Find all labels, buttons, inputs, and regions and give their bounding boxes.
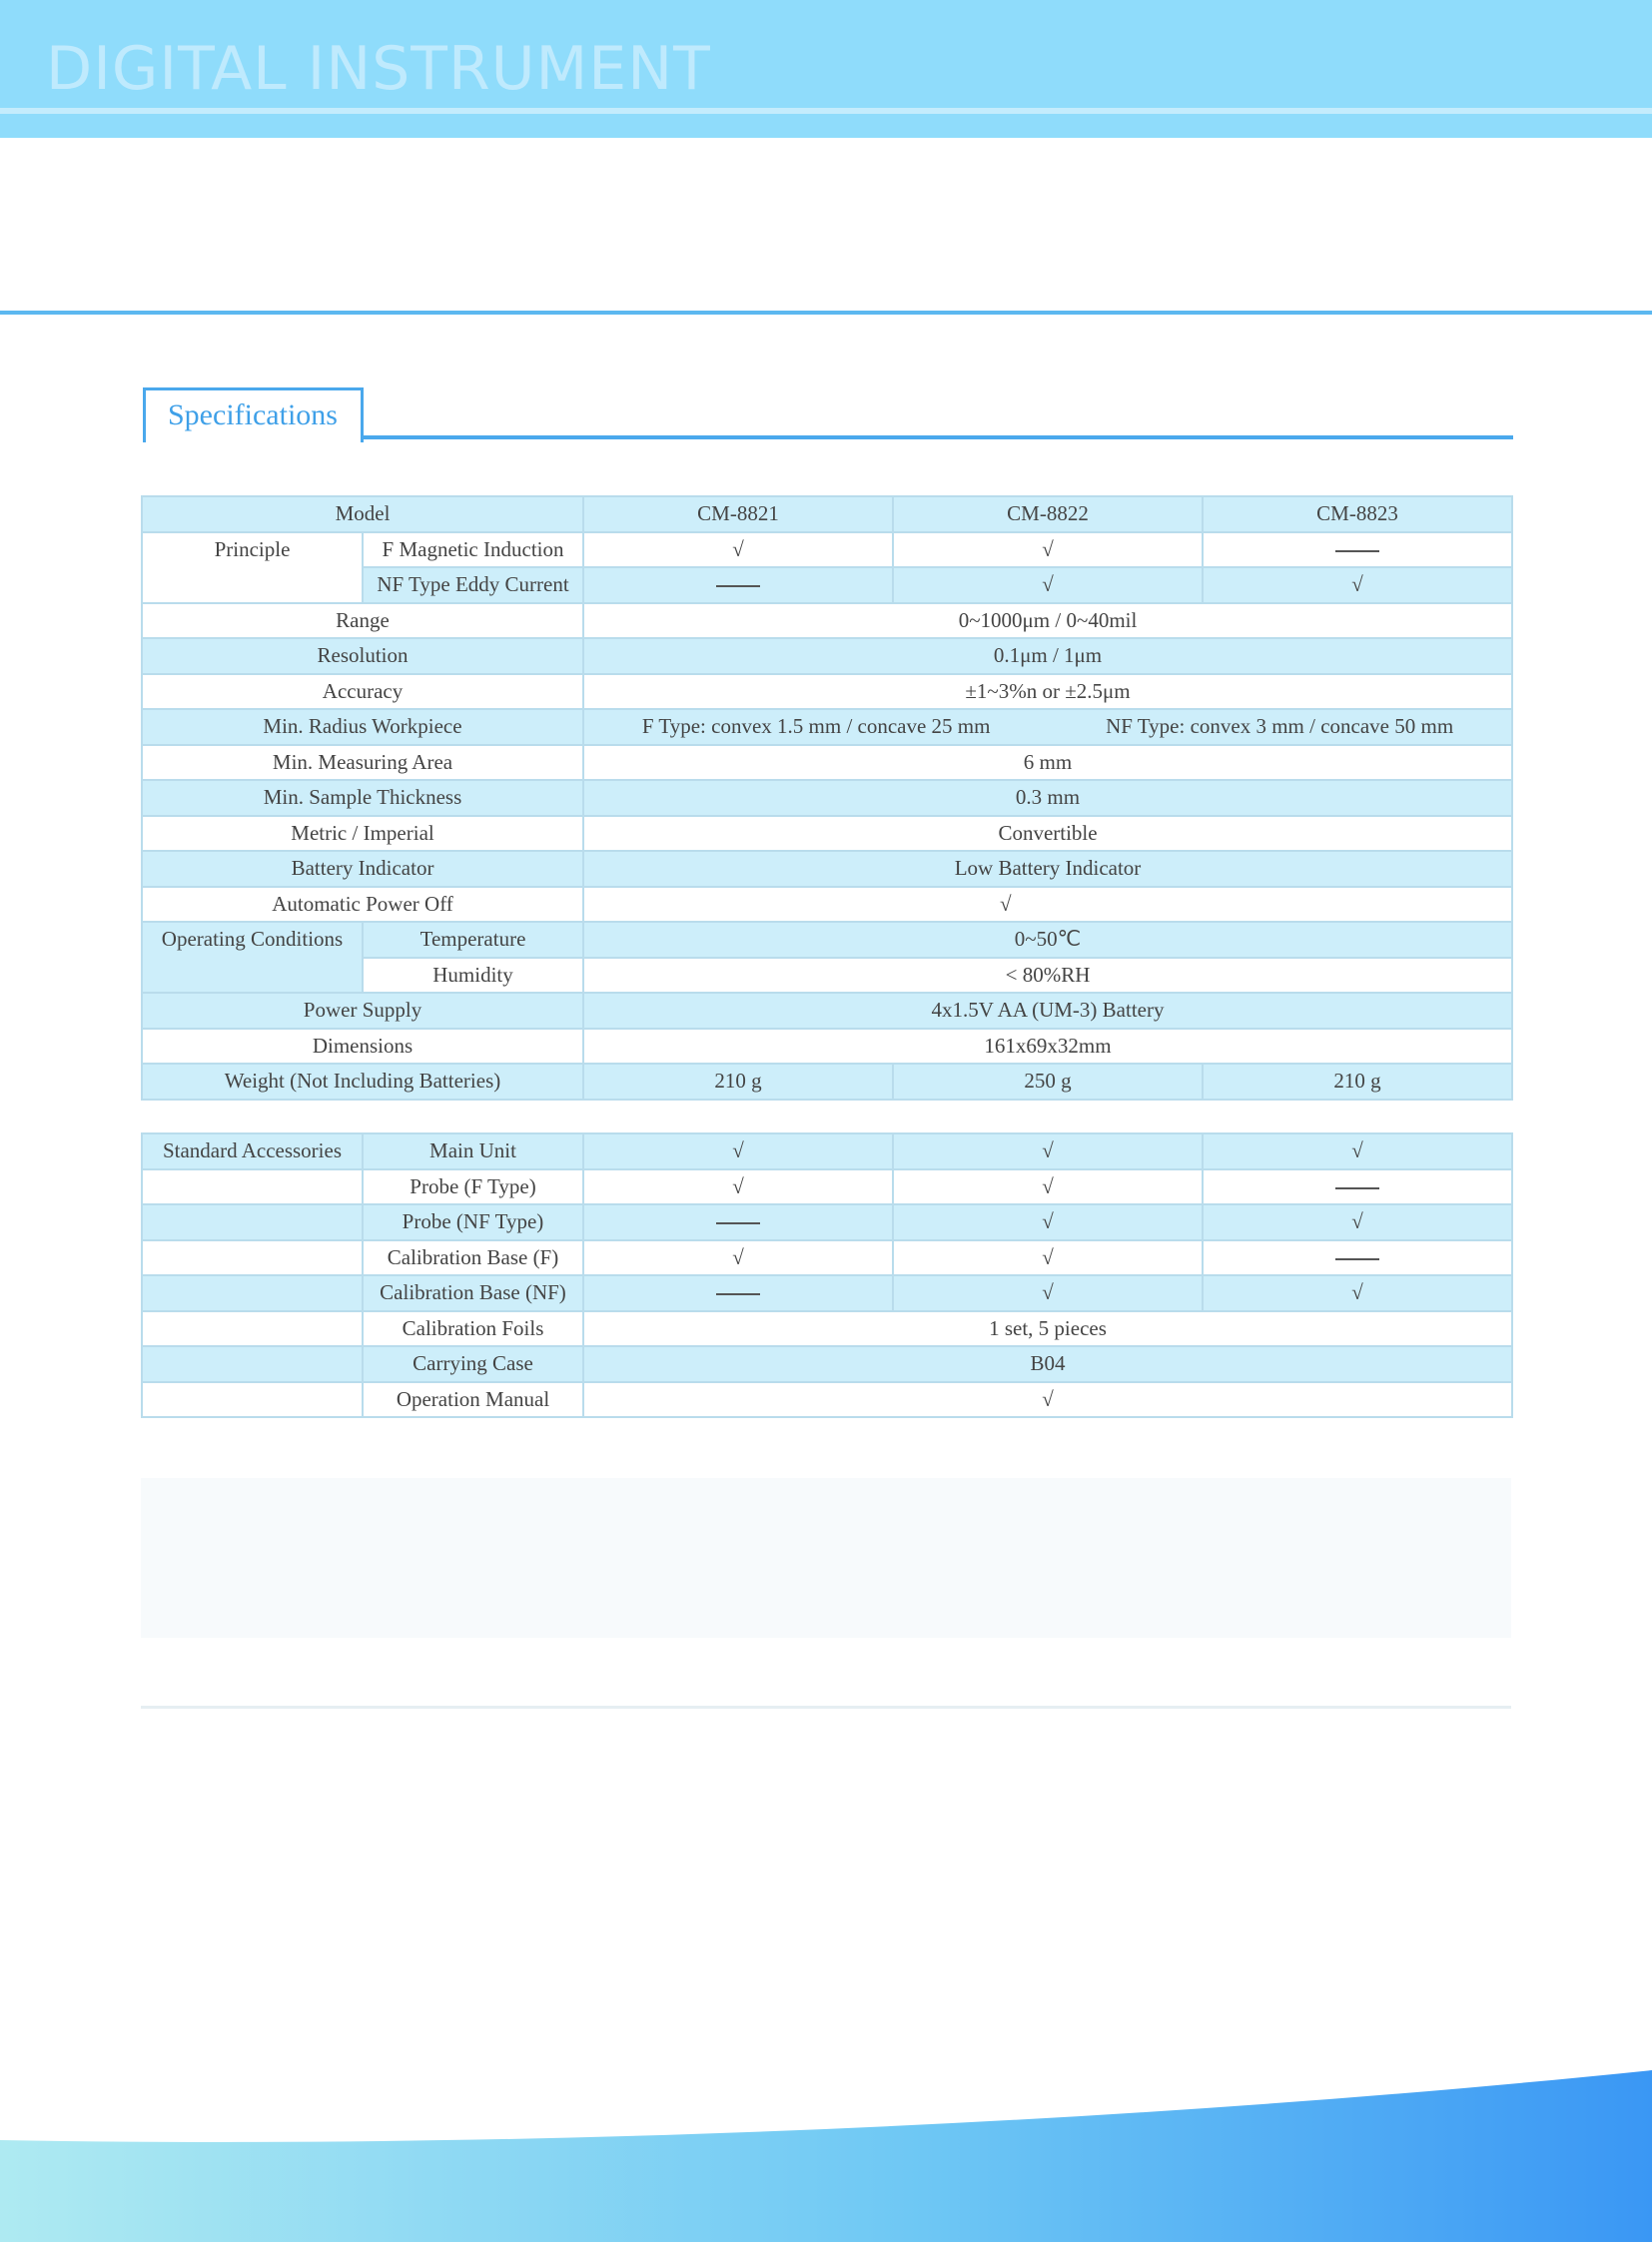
min-radius-f: F Type: convex 1.5 mm / concave 25 mm — [641, 714, 991, 739]
accuracy-label: Accuracy — [142, 674, 583, 710]
power-label: Power Supply — [142, 993, 583, 1029]
header-divider — [0, 108, 1652, 114]
dash-mark — [1335, 550, 1379, 552]
resolution-value: 0.1μm / 1μm — [583, 638, 1512, 674]
principle-nf-label: NF Type Eddy Current — [363, 567, 583, 603]
power-value: 4x1.5V AA (UM-3) Battery — [583, 993, 1512, 1029]
table-row — [142, 674, 1512, 710]
top-rule — [0, 311, 1652, 315]
manual-label: Operation Manual — [363, 1382, 583, 1418]
min-thickness-value: 0.3 mm — [583, 780, 1512, 816]
table-row — [142, 496, 1512, 532]
resolution-label: Resolution — [142, 638, 583, 674]
dash-mark — [716, 1222, 760, 1224]
accessory-cell: √ — [893, 1204, 1203, 1240]
table-row — [142, 532, 1512, 568]
footer-wave — [0, 2057, 1652, 2242]
min-area-value: 6 mm — [583, 745, 1512, 781]
accessories-table — [141, 1132, 1513, 1418]
operating-label: Operating Conditions — [142, 922, 363, 993]
table-row — [142, 851, 1512, 887]
accessory-cell: √ — [893, 1133, 1203, 1169]
blank-cell — [142, 1240, 363, 1276]
table-row — [142, 887, 1512, 923]
accessory-cell: √ — [1203, 1204, 1512, 1240]
min-area-label: Min. Measuring Area — [142, 745, 583, 781]
accessory-cell: √ — [583, 1169, 893, 1205]
weight-value: 210 g — [583, 1064, 893, 1100]
model-name: CM-8821 — [583, 496, 893, 532]
blank-cell — [142, 1311, 363, 1347]
metric-value: Convertible — [583, 816, 1512, 852]
min-radius-value — [583, 709, 1512, 745]
model-name: CM-8823 — [1203, 496, 1512, 532]
specifications-table — [141, 495, 1513, 1101]
humidity-value: < 80%RH — [583, 958, 1512, 994]
auto-off-label: Automatic Power Off — [142, 887, 583, 923]
spec-cell: √ — [1203, 567, 1512, 603]
table-row — [142, 1240, 1512, 1276]
humidity-label: Humidity — [363, 958, 583, 994]
dash-mark — [716, 1293, 760, 1295]
min-radius-nf: NF Type: convex 3 mm / concave 50 mm — [1106, 714, 1454, 739]
table-row — [142, 1275, 1512, 1311]
dash-mark — [716, 585, 760, 587]
table-row — [142, 1311, 1512, 1347]
case-label: Carrying Case — [363, 1346, 583, 1382]
table-row — [142, 1064, 1512, 1100]
table-row — [142, 1029, 1512, 1065]
range-value: 0~1000μm / 0~40mil — [583, 603, 1512, 639]
accessory-label: Calibration Base (NF) — [363, 1275, 583, 1311]
table-row — [142, 1382, 1512, 1418]
table-row — [142, 922, 1512, 958]
table-row — [142, 816, 1512, 852]
weight-value: 250 g — [893, 1064, 1203, 1100]
table-row — [142, 1169, 1512, 1205]
blank-cell — [142, 1169, 363, 1205]
model-name: CM-8822 — [893, 496, 1203, 532]
table-row — [142, 709, 1512, 745]
header-title: DIGITAL INSTRUMENT — [46, 34, 711, 104]
battery-label: Battery Indicator — [142, 851, 583, 887]
temperature-label: Temperature — [363, 922, 583, 958]
spec-cell — [1203, 532, 1512, 568]
model-label: Model — [142, 496, 583, 532]
weight-label: Weight (Not Including Batteries) — [142, 1064, 583, 1100]
temperature-value: 0~50℃ — [583, 922, 1512, 958]
foils-label: Calibration Foils — [363, 1311, 583, 1347]
table-row — [142, 993, 1512, 1029]
bottom-rule — [141, 1706, 1511, 1709]
weight-value: 210 g — [1203, 1064, 1512, 1100]
min-radius-label: Min. Radius Workpiece — [142, 709, 583, 745]
accessory-cell — [583, 1275, 893, 1311]
spec-cell — [583, 567, 893, 603]
manual-value: √ — [583, 1382, 1512, 1418]
foils-value: 1 set, 5 pieces — [583, 1311, 1512, 1347]
case-value: B04 — [583, 1346, 1512, 1382]
accessory-cell: √ — [893, 1275, 1203, 1311]
accessory-cell: √ — [1203, 1133, 1512, 1169]
blank-cell — [142, 1204, 363, 1240]
table-row — [142, 745, 1512, 781]
section-tab — [143, 387, 364, 442]
min-thickness-label: Min. Sample Thickness — [142, 780, 583, 816]
accuracy-value: ±1~3%n or ±2.5μm — [583, 674, 1512, 710]
accessory-label: Main Unit — [363, 1133, 583, 1169]
table-row — [142, 1346, 1512, 1382]
blank-cell — [142, 1346, 363, 1382]
spec-cell: √ — [893, 567, 1203, 603]
blank-note-panel — [141, 1478, 1511, 1638]
footer-wave-shape — [0, 2070, 1652, 2242]
principle-label: Principle — [142, 532, 363, 603]
accessory-cell: √ — [583, 1240, 893, 1276]
principle-f-label: F Magnetic Induction — [363, 532, 583, 568]
accessory-cell: √ — [893, 1240, 1203, 1276]
blank-cell — [142, 1275, 363, 1311]
spec-cell: √ — [893, 532, 1203, 568]
table-row — [142, 1133, 1512, 1169]
section-title: Specifications — [168, 398, 338, 431]
table-row — [142, 780, 1512, 816]
metric-label: Metric / Imperial — [142, 816, 583, 852]
accessory-cell — [1203, 1240, 1512, 1276]
accessory-cell — [583, 1204, 893, 1240]
spec-cell: √ — [583, 532, 893, 568]
accessory-cell: √ — [583, 1133, 893, 1169]
dash-mark — [1335, 1258, 1379, 1260]
table-row — [142, 603, 1512, 639]
battery-value: Low Battery Indicator — [583, 851, 1512, 887]
blank-cell — [142, 1382, 363, 1418]
accessory-cell: √ — [893, 1169, 1203, 1205]
dash-mark — [1335, 1187, 1379, 1189]
dimensions-label: Dimensions — [142, 1029, 583, 1065]
range-label: Range — [142, 603, 583, 639]
accessory-label: Probe (NF Type) — [363, 1204, 583, 1240]
accessories-group-label: Standard Accessories — [142, 1133, 363, 1169]
table-row — [142, 638, 1512, 674]
accessory-label: Probe (F Type) — [363, 1169, 583, 1205]
dimensions-value: 161x69x32mm — [583, 1029, 1512, 1065]
auto-off-value: √ — [583, 887, 1512, 923]
accessory-label: Calibration Base (F) — [363, 1240, 583, 1276]
table-row — [142, 1204, 1512, 1240]
accessory-cell — [1203, 1169, 1512, 1205]
accessory-cell: √ — [1203, 1275, 1512, 1311]
